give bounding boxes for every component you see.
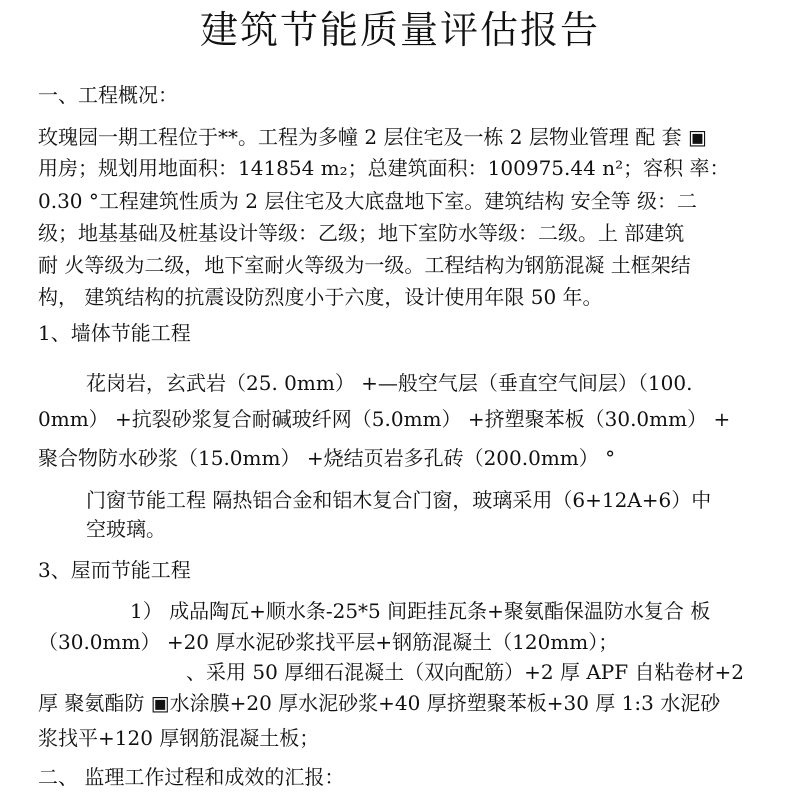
paragraph-line: 级；地基基础及桩基设计等级：乙级；地下室防水等级：二级。上 部建筑 (38, 221, 685, 245)
paragraph-line: 0.30 °工程建筑性质为 2 层住宅及大底盘地下室。建筑结构 安全等 级：二 (38, 189, 698, 213)
paragraph-line: 用房；规划用地面积：141854 m₂；总建筑面积：100975.44 n²；容积 率： (38, 156, 730, 180)
paragraph-line: 耐 火等级为二级，地下室耐火等级为一级。工程结构为钢筋混凝 土框架结 (38, 253, 691, 277)
section-heading-wall: 1、墙体节能工程 (38, 321, 191, 345)
paragraph-line: 浆找平+120 厚钢筋混凝土板； (38, 726, 320, 750)
document-title: 建筑节能质量评估报告 (199, 8, 600, 52)
section-heading-supervision: 二、 监理工作过程和成效的汇报： (38, 765, 345, 789)
section-heading-roof: 3、屋而节能工程 (38, 558, 191, 582)
paragraph-line: 0mm） +抗裂砂浆复合耐碱玻纤网（5.0mm） +挤塑聚苯板（30.0mm） + (38, 407, 731, 431)
list-item: 1） 成品陶瓦+顺水条-25*5 间距挂瓦条+聚氨酯保温防水复合 板 (130, 599, 711, 623)
section-heading-overview: 一、工程概况： (38, 83, 178, 107)
paragraph-line: 玫瑰园一期工程位于**。工程为多幢 2 层住宅及一栋 2 层物业管理 配 套 ▣ (38, 125, 707, 149)
paragraph-line: 花岗岩，玄武岩（25. 0mm） +—般空气层（垂直空气间层）（100. (86, 371, 693, 395)
paragraph-line: 空玻璃。 (86, 517, 166, 541)
paragraph-line: 厚 聚氨酯防 ▣水涂膜+20 厚水泥砂浆+40 厚挤塑聚苯板+30 厚 1:3 水泥砂 (38, 691, 721, 715)
paragraph-line: 门窗节能工程 隔热铝合金和铝木复合门窗，玻璃采用（6+12A+6）中 (86, 488, 712, 512)
paragraph-line: 聚合物防水砂浆（15.0mm） +烧结页岩多孔砖（200.0mm） ° (38, 446, 616, 470)
list-item: 、采用 50 厚细石混凝土（双向配筋）+2 厚 APF 自粘卷材+2 (186, 660, 744, 684)
paragraph-line: 构， 建筑结构的抗震设防烈度小于六度，设计使用年限 50 年。 (38, 285, 603, 309)
paragraph-line: （30.0mm） +20 厚水泥砂浆找平层+钢筋混凝土（120mm）； (38, 630, 619, 654)
